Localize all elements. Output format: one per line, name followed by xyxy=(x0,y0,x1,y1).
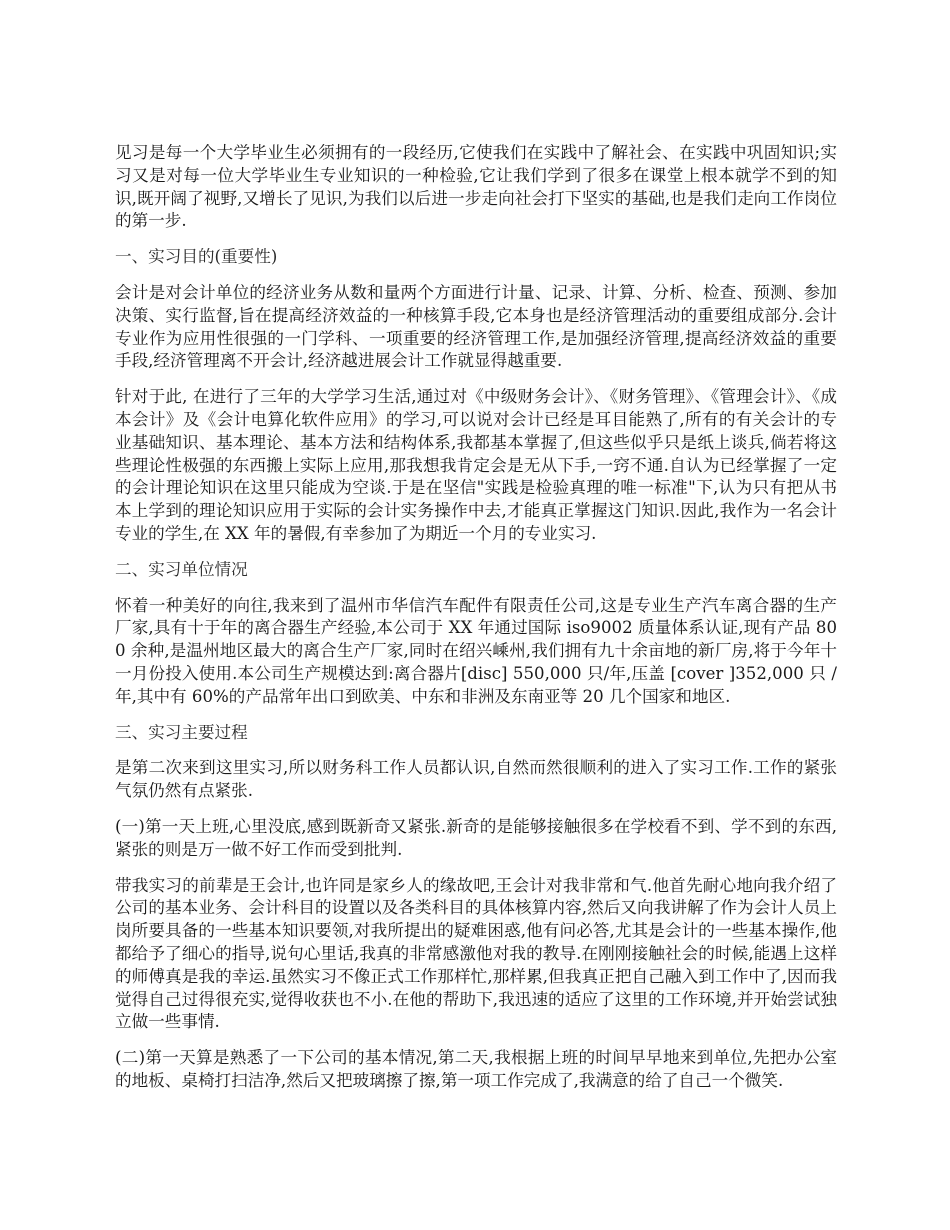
document-body xyxy=(115,142,837,1106)
study-paragraph: 针对于此, 在进行了三年的大学学习生活,通过对《中级财务会计》、《财务管理》、《管理会计》、《成本会计》及《会计电算化软件应用》的学习,可以说对会计已经是耳目能熟了,所有的有关会计的专业基础知识、基本理论、基本方法和结构体系,我都基本掌握了,但这些似乎只是纸上谈兵,倘若将这些理论性极强的东西搬上实际上应用,那我想我肯定会是无从下手,一窍不通.自认为已经掌握了一定的会计理论知识在这里只能成为空谈.于是在坚信"实践是检验真理的唯一标准"下,认为只有把从书本上学到的理论知识应用于实际的会计实务操作中去,才能真正掌握这门知识.因此,我作为一名会计专业的学生,在 XX 年的暑假,有幸参加了为期近一个月的专业实习. xyxy=(115,387,837,543)
section-heading-unit: 二、实习单位情况 xyxy=(115,559,248,579)
unit-paragraph: 怀着一种美好的向往,我来到了温州市华信汽车配件有限责任公司,这是专业生产汽车离合器的生产厂家,具有十于年的离合器生产经验,本公司于 XX 年通过国际 iso9002 质量体系认证,现有产品 800 余种,是温州地区最大的离合生产厂家,同时在绍兴嵊州,我们拥有九十余亩地的新厂房,将于今年十一月份投入使用.本公司生产规模达到:离合器片[disc] 550,000 只/年,压盖 [cover ]352,000 只 /年,其中有 60%的产品常年出口到欧美、中东和非洲及东南亚等 20 几个国家和地区. xyxy=(115,595,837,706)
process-paragraph-day2: (二)第一天算是熟悉了一下公司的基本情况,第二天,我根据上班的时间早早地来到单位,先把办公室的地板、桌椅打扫洁净,然后又把玻璃擦了擦,第一项工作完成了,我满意的给了自己一个微笑. xyxy=(115,1048,837,1090)
section-heading-process: 三、实习主要过程 xyxy=(115,722,248,742)
process-paragraph-mentor: 带我实习的前辈是王会计,也许同是家乡人的缘故吧,王会计对我非常和气.他首先耐心地向我介绍了公司的基本业务、会计科目的设置以及各类科目的具体核算内容,然后又向我讲解了作为会计人员上岗所要具备的一些基本知识要领,对我所提出的疑难困惑,他有问必答,尤其是会计的一些基本操作,他都给予了细心的指导,说句心里话,我真的非常感激他对我的教导.在刚刚接触社会的时候,能遇上这样的师傅真是我的幸运.虽然实习不像正式工作那样忙,那样累,但我真正把自己融入到工作中了,因而我觉得自己过得很充实,觉得收获也不小.在他的帮助下,我迅速的适应了这里的工作环境,并开始尝试独立做一些事情. xyxy=(115,875,837,1032)
process-paragraph-intro: 是第二次来到这里实习,所以财务科工作人员都认识,自然而然很顺利的进入了实习工作.工作的紧张气氛仍然有点紧张. xyxy=(115,758,837,801)
purpose-paragraph: 会计是对会计单位的经济业务从数和量两个方面进行计量、记录、计算、分析、检查、预测、参加决策、实行监督,旨在提高经济效益的一种核算手段,它本身也是经济管理活动的重要组成部分.会计专业作为应用性很强的一门学科、一项重要的经济管理工作,是加强经济管理,提高经济效益的重要手段,经济管理离不开会计,经济越进展会计工作就显得越重要. xyxy=(115,282,837,371)
process-paragraph-day1: (一)第一天上班,心里没底,感到既新奇又紧张.新奇的是能够接触很多在学校看不到、学不到的东西,紧张的则是万一做不好工作而受到批判. xyxy=(115,816,837,859)
intro-paragraph: 见习是每一个大学毕业生必须拥有的一段经历,它使我们在实践中了解社会、在实践中巩固知识;实习又是对每一位大学毕业生专业知识的一种检验,它让我们学到了很多在课堂上根本就学不到的知识,既开阔了视野,又增长了见识,为我们以后进一步走向社会打下坚实的基础,也是我们走向工作岗位的第一步. xyxy=(115,143,837,231)
section-heading-purpose: 一、实习目的(重要性) xyxy=(115,247,278,267)
